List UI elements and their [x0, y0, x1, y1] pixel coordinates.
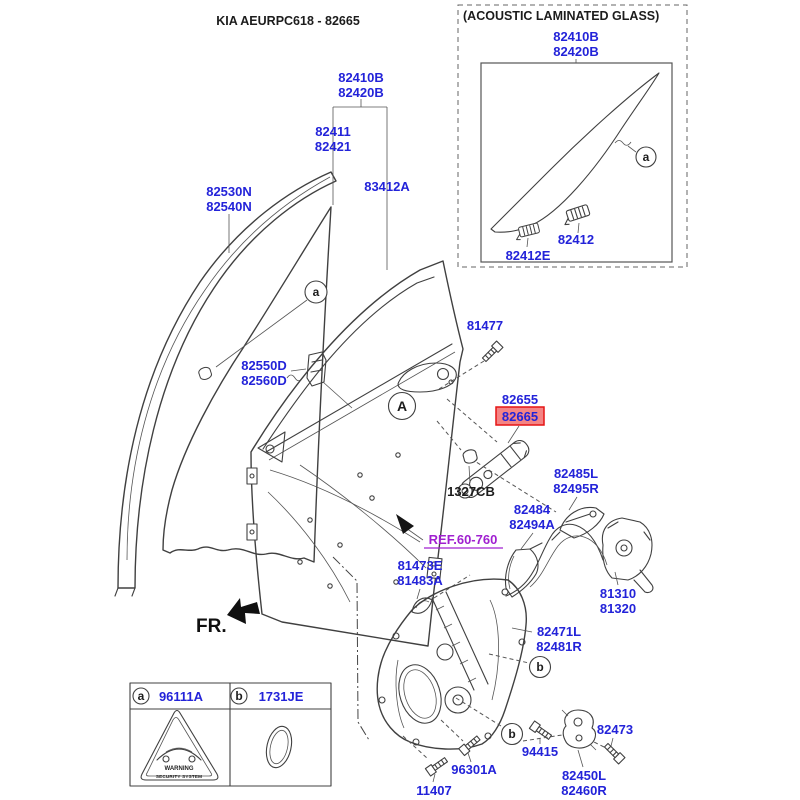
inset-clip-82412-drawing [561, 204, 591, 225]
cover-cap-drawing [412, 598, 432, 613]
legend-marker-b: b [235, 689, 243, 703]
marker-b1: b [536, 660, 544, 674]
marker-b2: b [508, 727, 516, 741]
part-label-82560D[interactable]: 82560D [241, 373, 287, 388]
door-striker-drawing [562, 710, 596, 750]
striker-bolt-drawing [603, 742, 625, 764]
emblem-security-text: SECURITY SYSTEM [155, 774, 203, 779]
marker-a-inset: a [642, 150, 650, 164]
part-label-82460R[interactable]: 82460R [561, 783, 607, 798]
part-label-96301A[interactable]: 96301A [451, 762, 497, 777]
part-label-82410B[interactable]: 82410B [338, 70, 384, 85]
part-label-81320[interactable]: 81320 [599, 601, 637, 616]
latch-screw-drawing [529, 721, 552, 741]
part-label-82411[interactable]: 82411 [315, 124, 351, 139]
door-shell-drawing [247, 261, 463, 646]
inset-title: (ACOUSTIC LAMINATED GLASS) [463, 9, 660, 23]
part-label-82484[interactable]: 82484 [513, 502, 551, 517]
legend-marker-a: a [137, 689, 145, 703]
emblem-warning-text: WARNING [164, 766, 194, 772]
part-label-82530N[interactable]: 82530N [206, 184, 252, 199]
hinge-bolt-drawing [481, 341, 503, 363]
part-label-82420B-inset[interactable]: 82420B [553, 44, 599, 59]
part-label-94415[interactable]: 94415 [521, 744, 559, 759]
part-label-82420B[interactable]: 82420B [338, 85, 384, 100]
part-label-83412A[interactable]: 83412A [364, 179, 410, 194]
acoustic-glass-inset [458, 5, 687, 267]
module-panel-drawing [377, 579, 526, 749]
legend-table [130, 683, 331, 786]
legend-code-96111A[interactable]: 96111A [158, 689, 204, 704]
ref-arrow-icon [396, 514, 414, 534]
part-label-82450L[interactable]: 82450L [561, 768, 607, 783]
section-boundary-line [333, 557, 369, 740]
part-label-82655[interactable]: 82655 [501, 392, 539, 407]
inset-clip-82412E-drawing [514, 223, 541, 241]
part-label-82421[interactable]: 82421 [314, 139, 352, 154]
fr-arrow-icon [227, 598, 260, 624]
fr-label: FR. [196, 616, 227, 637]
ref-link-label: REF.60-760 [428, 532, 498, 547]
run-channel-drawing [115, 172, 336, 596]
part-label-11407[interactable]: 11407 [416, 783, 452, 798]
part-label-81477[interactable]: 81477 [466, 318, 504, 333]
glass-grommet-drawing [198, 366, 213, 381]
part-label-81483A[interactable]: 81483A [397, 573, 443, 588]
handle-bracket-drawing [552, 507, 604, 540]
part-label-82471L[interactable]: 82471L [536, 624, 582, 639]
marker-a-glass: a [312, 285, 320, 299]
fr-direction [196, 598, 260, 637]
part-label-82412[interactable]: 82412 [557, 232, 595, 247]
page-title: KIA AEURPC618 - 82665 [216, 14, 360, 28]
legend-code-1731JE[interactable]: 1731JE [258, 689, 304, 704]
handle-nut-drawing [462, 449, 478, 465]
part-label-82485L[interactable]: 82485L [553, 466, 599, 481]
part-label-82481R[interactable]: 82481R [536, 639, 582, 654]
part-label-82494A[interactable]: 82494A [509, 517, 555, 532]
part-label-82412E[interactable]: 82412E [505, 248, 551, 263]
part-label-82473[interactable]: 82473 [596, 722, 634, 737]
acoustic-mark-icon [615, 141, 631, 146]
marker-door: A [396, 398, 408, 414]
part-label-82495R[interactable]: 82495R [553, 481, 599, 496]
part-label-82550D[interactable]: 82550D [241, 358, 287, 373]
part-label-81473E[interactable]: 81473E [397, 558, 443, 573]
ref-60-760-link[interactable] [424, 532, 503, 548]
part-label-82665-selected[interactable]: 82665 [501, 409, 539, 424]
part-label-1327CB[interactable]: 1327CB [447, 484, 495, 499]
handle-pad-drawing [505, 543, 542, 597]
panel-bolt-drawing [425, 756, 448, 776]
part-label-82540N[interactable]: 82540N [206, 199, 252, 214]
part-label-82410B-inset[interactable]: 82410B [553, 29, 599, 44]
part-label-81310[interactable]: 81310 [599, 586, 637, 601]
